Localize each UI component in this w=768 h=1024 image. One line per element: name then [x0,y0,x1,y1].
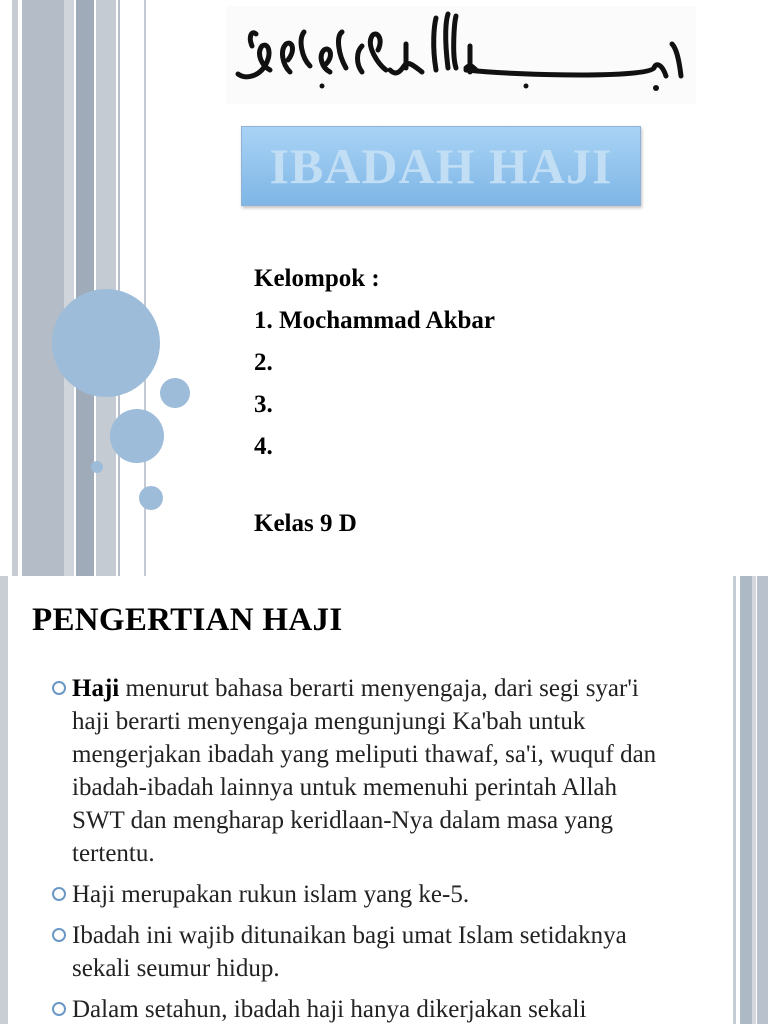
bullet-item-4 [50,993,670,1024]
group-members [254,258,495,468]
member-2: 2. [254,349,273,376]
bullet-list [50,672,670,1024]
bullet-text: Ibadah ini wajib ditunaikan bagi umat Islam setidaknya sekali seumur hidup. [72,922,627,982]
decorative-circles [0,0,200,576]
member-1: 1. Mochammad Akbar [254,307,495,334]
bismillah-calligraphy-image [226,6,696,104]
class-label: Kelas 9 D [254,510,357,537]
bullet-ring-icon [52,928,66,942]
circle-tiny [91,461,103,473]
circle-large [52,289,160,397]
title-box [241,126,641,206]
circle-small-2 [139,486,163,510]
slide-title: IBADAH HAJI [269,138,613,194]
bullet-text: menurut bahasa berarti menyengaja, dari segi syar'i haji berarti menyengaja mengunjungi Ka'bah untuk mengerjakan ibadah yang meliputi thawaf, sa'i, wuquf dan ibadah-ibadah lainnya untuk memenuhi perintah Allah SWT dan mengharap keridlaan-Nya dalam masa yang tertentu. [72,675,657,867]
bullet-item-2 [50,878,670,911]
bullet-ring-icon [52,1002,66,1016]
bullet-ring-icon [52,681,66,695]
member-3: 3. [254,391,273,418]
bullet-text: Haji merupakan rukun islam yang ke-5. [72,881,470,908]
bullet-item-1 [50,672,670,870]
section-title: PENGERTIAN HAJI [32,602,343,638]
member-4: 4. [254,433,273,460]
circle-small [160,378,190,408]
bullet-bold-term: Haji [72,675,120,702]
kelompok-label: Kelompok : [254,265,380,292]
bullet-text: Dalam setahun, ibadah haji hanya dikerjakan sekali [72,996,587,1023]
bullet-item-3 [50,919,670,985]
bullet-ring-icon [52,887,66,901]
circle-medium [110,409,164,463]
content-slide [0,576,768,1024]
